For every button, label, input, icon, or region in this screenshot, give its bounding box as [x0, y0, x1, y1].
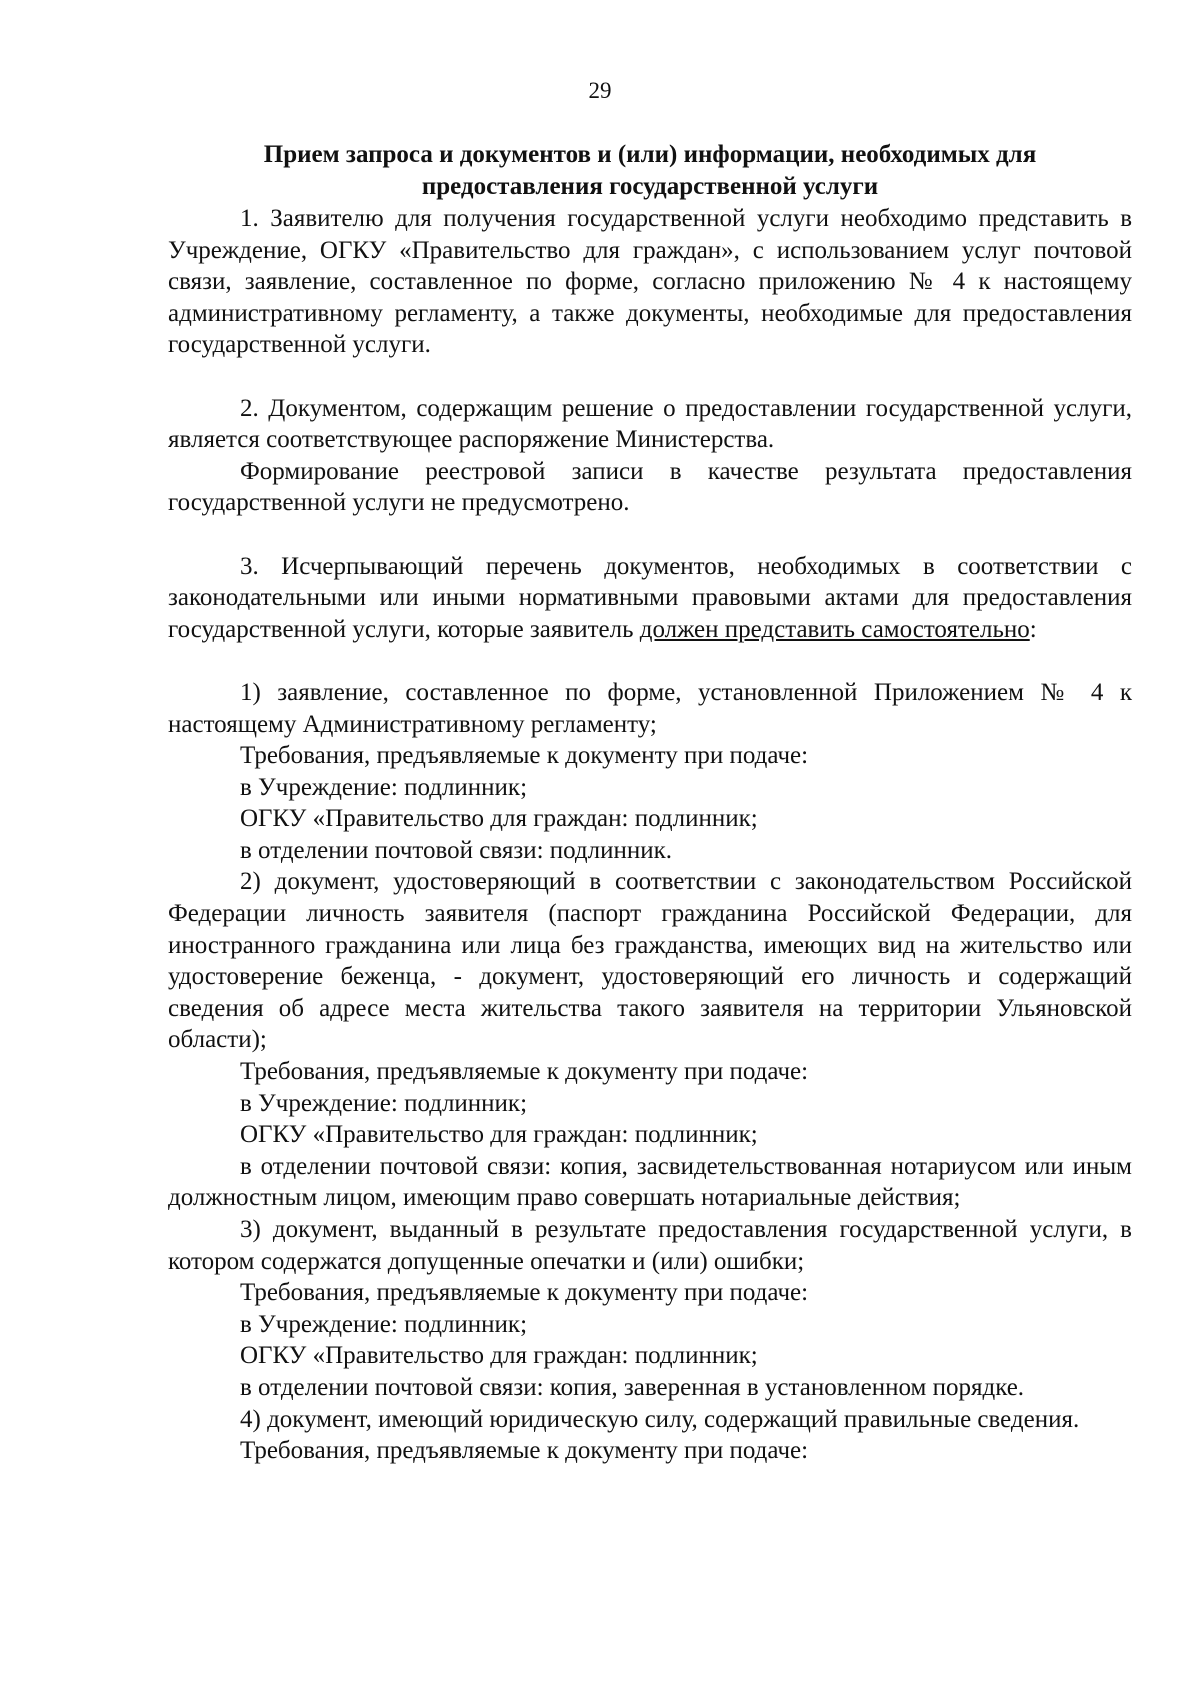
- paragraph-1: 1. Заявителю для получения государственной услуги необходимо представить в Учреждение, ОГКУ «Правительство для граждан», с использованием услуг почтовой связи, заявление, составленное по форме, согласно приложению № 4 к настоящему административному регламенту, а также документы, необходимые для предоставления государственной услуги.: [168, 205, 1132, 359]
- section-heading: [168, 139, 1132, 203]
- requirements-label: Требования, предъявляемые к документу при подаче:: [240, 1279, 809, 1307]
- requirement-line: ОГКУ «Правительство для граждан: подлинник;: [240, 1342, 758, 1370]
- requirements-label: Требования, предъявляемые к документу при подаче:: [240, 742, 809, 770]
- list-item-4: 4) документ, имеющий юридическую силу, содержащий правильные сведения.: [240, 1405, 1080, 1433]
- heading-line-2: предоставления государственной услуги: [421, 173, 879, 200]
- paragraph-3-tail: :: [1029, 615, 1037, 643]
- heading-line-1: Прием запроса и документов и (или) информации, необходимых для: [263, 141, 1037, 168]
- list-item-1: 1) заявление, составленное по форме, установленной Приложением № 4 к настоящему Административному регламенту;: [168, 678, 1132, 738]
- paragraph-3-lead: 3. Исчерпывающий перечень документов, необходимых в соответствии с законодательными или иными нормативными правовыми актами для предоставления государственной услуги, которые заявитель: [168, 552, 1132, 643]
- page-number: 29: [588, 78, 612, 103]
- requirements-label: Требования, предъявляемые к документу при подаче:: [240, 1437, 809, 1465]
- requirement-line: в отделении почтовой связи: копия, засвидетельствованная нотариусом или иным должностным лицом, имеющим право совершать нотариальные действия;: [168, 1152, 1132, 1212]
- requirement-line: ОГКУ «Правительство для граждан: подлинник;: [240, 1121, 758, 1149]
- requirement-line: в Учреждение: подлинник;: [240, 1310, 528, 1338]
- requirement-line: в Учреждение: подлинник;: [240, 1089, 528, 1117]
- requirement-line: ОГКУ «Правительство для граждан: подлинник;: [240, 805, 758, 833]
- paragraph-3-underlined: должен представить самостоятельно: [639, 615, 1030, 643]
- requirement-line: в отделении почтовой связи: копия, заверенная в установленном порядке.: [240, 1373, 1025, 1401]
- paragraph-2: 2. Документом, содержащим решение о предоставлении государственной услуги, является соответствующее распоряжение Министерства.: [168, 394, 1132, 454]
- paragraph-2-result-note: Формирование реестровой записи в качестве результата предоставления государственной услуги не предусмотрено.: [168, 457, 1132, 517]
- requirements-label: Требования, предъявляемые к документу при подаче:: [240, 1058, 809, 1086]
- requirement-line: в отделении почтовой связи: подлинник.: [240, 836, 673, 864]
- requirement-line: в Учреждение: подлинник;: [240, 773, 528, 801]
- list-item-2: 2) документ, удостоверяющий в соответствии с законодательством Российской Федерации личность заявителя (паспорт гражданина Российской Федерации, для иностранного гражданина или лица без гражданства, имеющих вид на жительство или удостоверение беженца, - документ, удостоверяющий его личность и содержащий сведения об адресе места жительства такого заявителя на территории Ульяновской области);: [168, 868, 1132, 1054]
- document-body: [168, 203, 1132, 1467]
- list-item-3: 3) документ, выданный в результате предоставления государственной услуги, в котором содержатся допущенные опечатки и (или) ошибки;: [168, 1216, 1132, 1275]
- paragraph-3: [168, 551, 1132, 646]
